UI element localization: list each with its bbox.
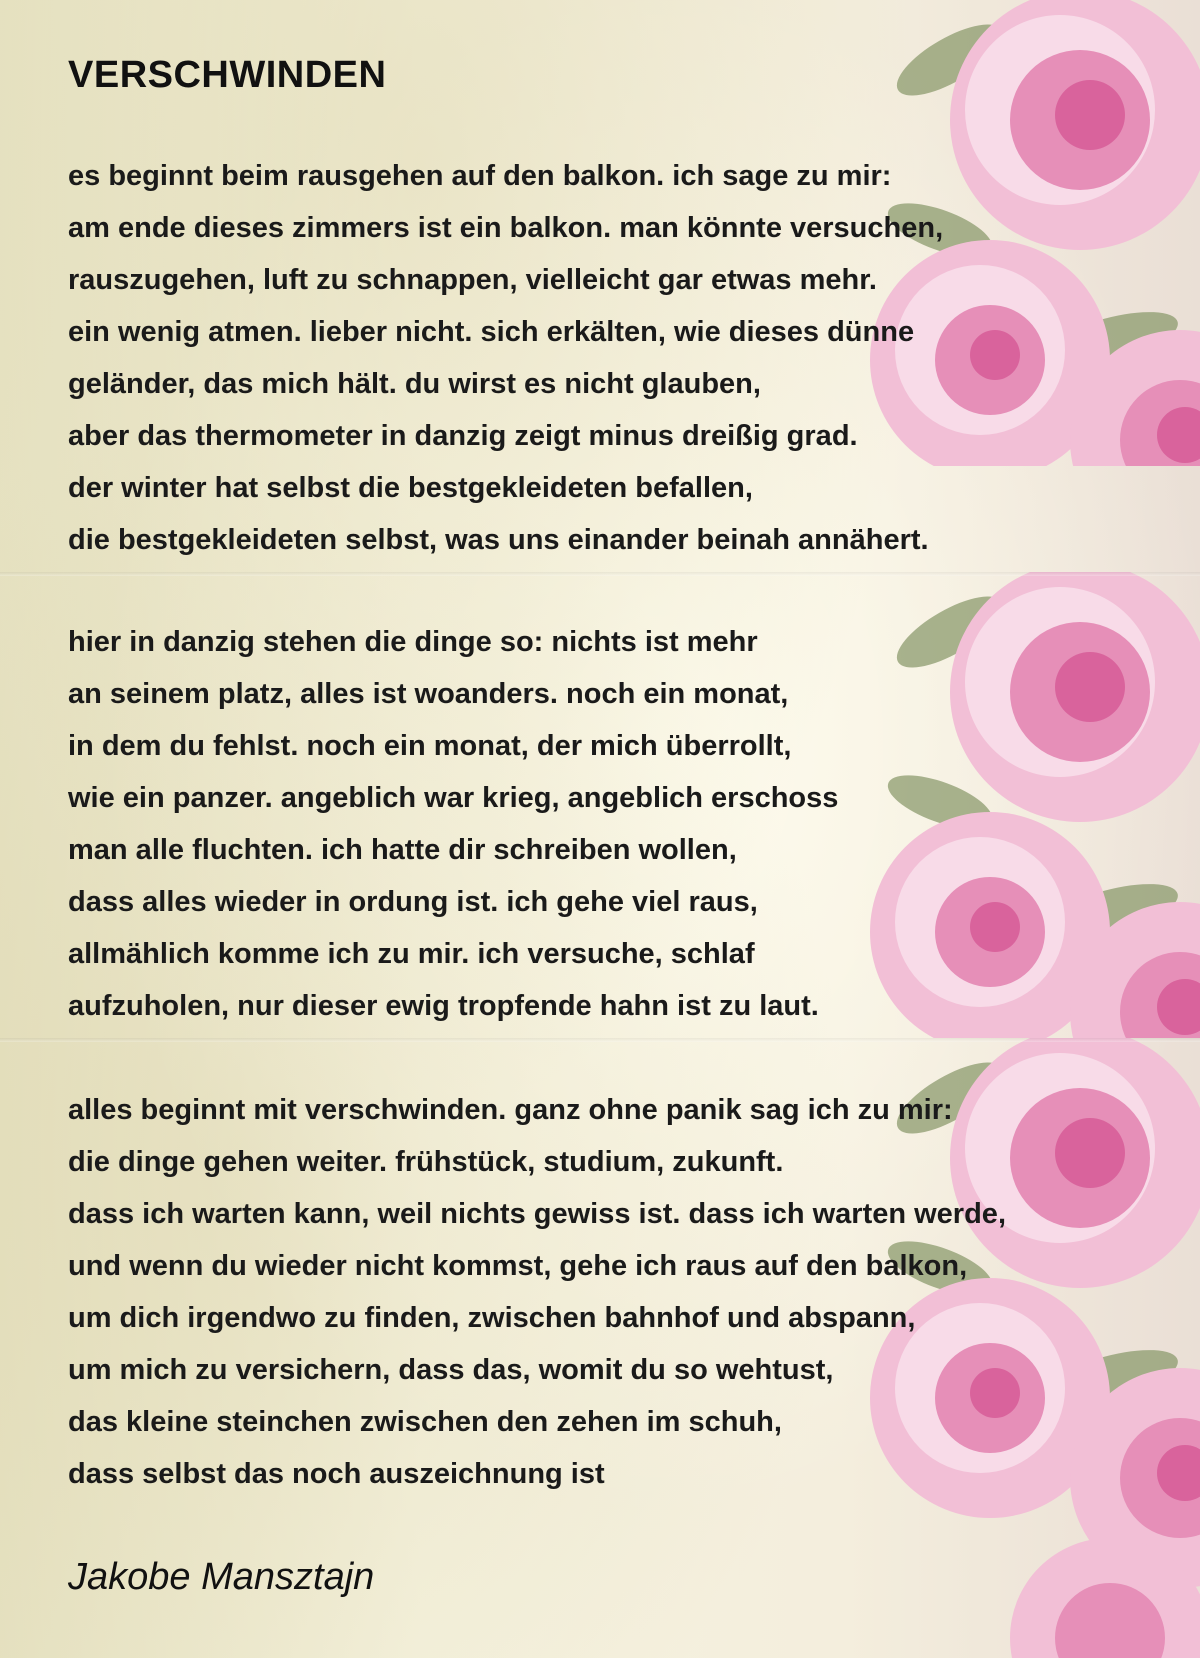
poem-line: das kleine steinchen zwischen den zehen im schuh, (68, 1406, 782, 1438)
poem-line: um mich zu versichern, dass das, womit du so wehtust, (68, 1354, 834, 1386)
poem-line: aber das thermometer in danzig zeigt minus dreißig grad. (68, 420, 858, 452)
poem-line: und wenn du wieder nicht kommst, gehe ich raus auf den balkon, (68, 1250, 968, 1282)
poem-line: dass selbst das noch auszeichnung ist (68, 1458, 605, 1490)
poem-author: Jakobe Mansztajn (68, 1556, 375, 1598)
poem-line: die dinge gehen weiter. frühstück, studium, zukunft. (68, 1146, 784, 1178)
poem-line: ein wenig atmen. lieber nicht. sich erkälten, wie dieses dünne (68, 316, 915, 348)
poem-line: der winter hat selbst die bestgekleideten befallen, (68, 472, 753, 504)
poem-line: an seinem platz, alles ist woanders. noch ein monat, (68, 678, 789, 710)
poem-title: VERSCHWINDEN (68, 54, 387, 96)
stanza-1 (68, 150, 943, 566)
stanza-3 (68, 1084, 1006, 1500)
poem-line: hier in danzig stehen die dinge so: nichts ist mehr (68, 626, 758, 658)
poem-line: in dem du fehlst. noch ein monat, der mich überrollt, (68, 730, 792, 762)
poem-line: aufzuholen, nur dieser ewig tropfende hahn ist zu laut. (68, 990, 819, 1022)
poem-line: wie ein panzer. angeblich war krieg, angeblich erschoss (68, 782, 839, 814)
poem-line: geländer, das mich hält. du wirst es nicht glauben, (68, 368, 761, 400)
poem-line: es beginnt beim rausgehen auf den balkon. ich sage zu mir: (68, 160, 892, 192)
poem-line: dass ich warten kann, weil nichts gewiss ist. dass ich warten werde, (68, 1198, 1006, 1230)
rose-illustration (780, 572, 1200, 1038)
poem-line: am ende dieses zimmers ist ein balkon. man könnte versuchen, (68, 212, 944, 244)
poem-line: dass alles wieder in ordung ist. ich gehe viel raus, (68, 886, 758, 918)
stanza-2 (68, 616, 838, 1032)
poem-line: man alle fluchten. ich hatte dir schreiben wollen, (68, 834, 737, 866)
poem-line: alles beginnt mit verschwinden. ganz ohne panik sag ich zu mir: (68, 1094, 953, 1126)
tile-seam (0, 1038, 1200, 1042)
poem-line: rauszugehen, luft zu schnappen, vielleicht gar etwas mehr. (68, 264, 877, 296)
poem-line: allmählich komme ich zu mir. ich versuche, schlaf (68, 938, 755, 970)
tile-seam (0, 572, 1200, 576)
poem-line: die bestgekleideten selbst, was uns einander beinah annähert. (68, 524, 929, 556)
poem-line: um dich irgendwo zu finden, zwischen bahnhof und abspann, (68, 1302, 916, 1334)
